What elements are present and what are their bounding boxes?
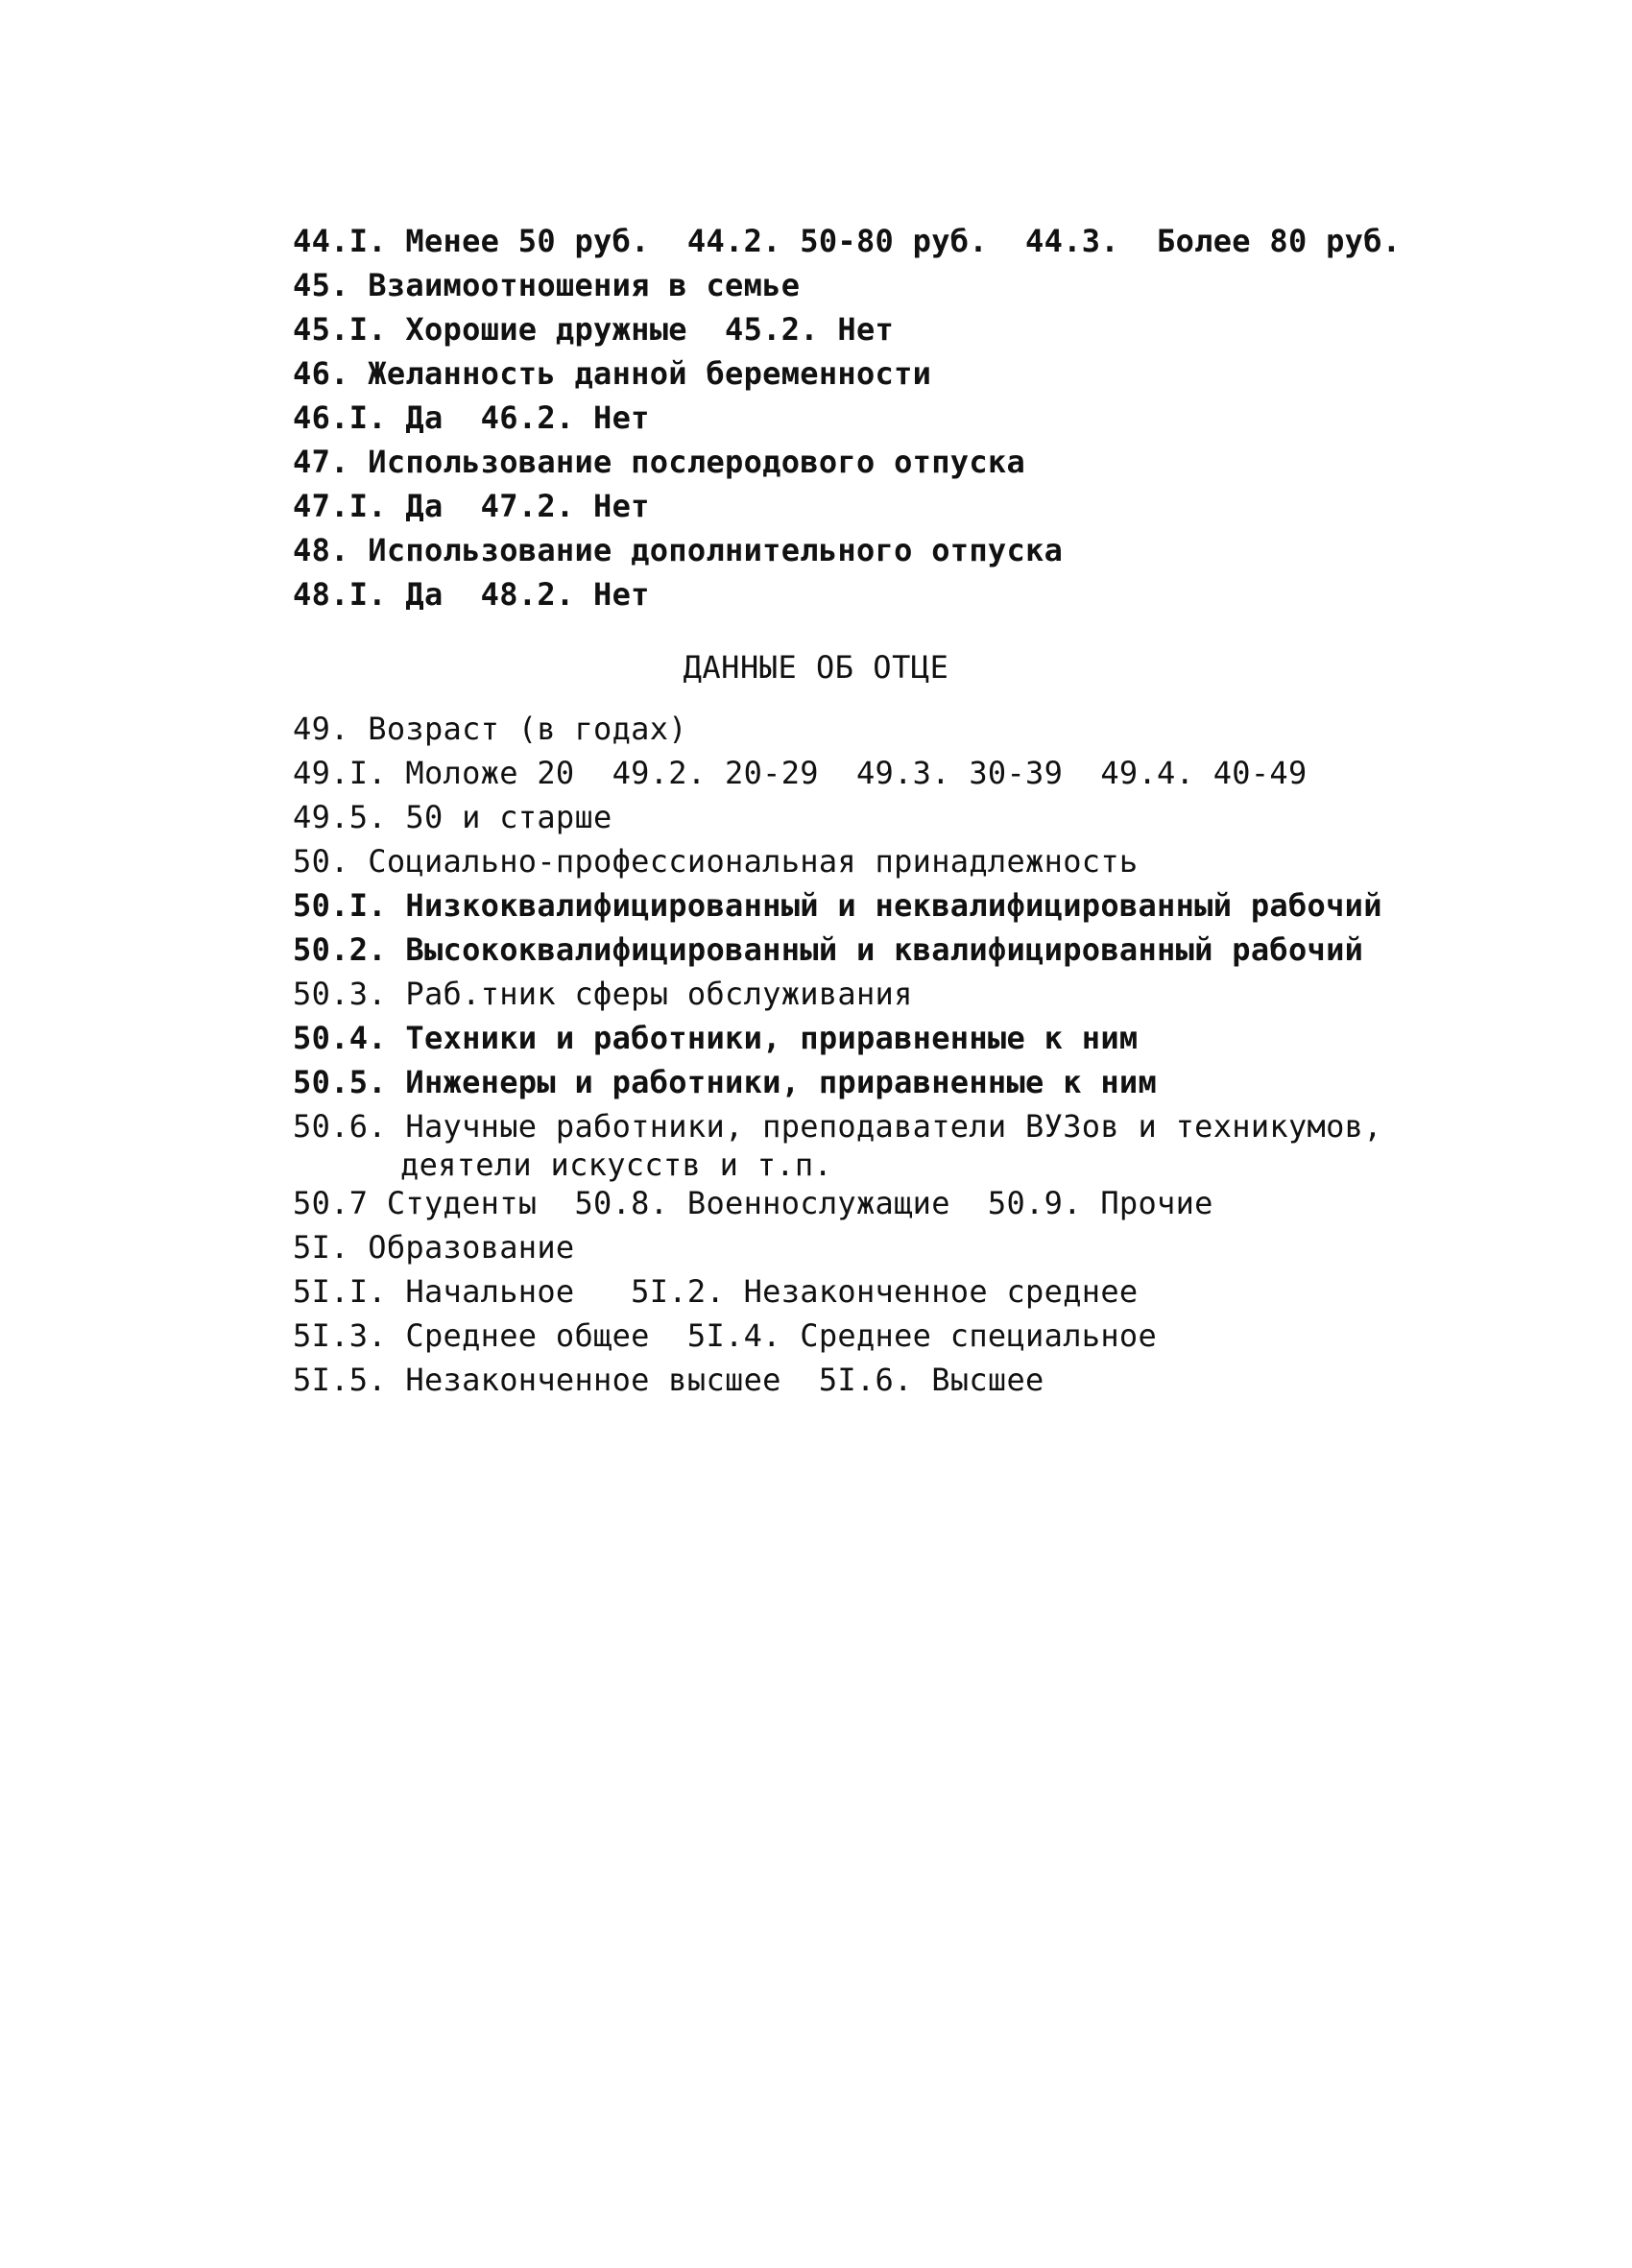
item-49-question: 49. Возраст (в годах) [293,711,687,747]
mother-section [293,219,1445,616]
item-50-2: 50.2. Высококвалифицированный и квалифицированный рабочий [293,931,1364,968]
item-50-6-cont: деятели искусств и т.п. [400,1146,833,1183]
item-45-options: 45.I. Хорошие дружные 45.2. Нет [293,311,895,348]
item-51-options-3: 5I.5. Незаконченное высшее 5I.6. Высшее [293,1362,1044,1398]
item-50-5: 50.5. Инженеры и работники, приравненные к ним [293,1064,1158,1100]
item-46-question: 46. Желанность данной беременности [293,355,932,392]
item-48-question: 48. Использование дополнительного отпуска [293,532,1064,568]
item-51-options-2: 5I.3. Среднее общее 5I.4. Среднее специальное [293,1317,1158,1354]
item-51-question: 5I. Образование [293,1229,575,1266]
item-47-options: 47.I. Да 47.2. Нет [293,488,650,524]
item-50-4: 50.4. Техники и работники, приравненные к ним [293,1020,1139,1056]
item-50-6: 50.6. Научные работники, преподаватели ВУЗов и техникумов, [293,1108,1382,1145]
item-48-options: 48.I. Да 48.2. Нет [293,576,650,613]
section-heading-father: ДАННЫЕ ОБ ОТЦЕ [683,649,949,686]
item-50-7-9: 50.7 Студенты 50.8. Военнослужащие 50.9. Прочие [293,1185,1213,1221]
item-50-question: 50. Социально-профессиональная принадлежность [293,843,1139,880]
item-47-question: 47. Использование послеродового отпуска [293,444,1026,480]
item-45-question: 45. Взаимоотношения в семье [293,267,801,303]
item-49-options-cont: 49.5. 50 и старше [293,799,612,835]
item-50-3: 50.3. Раб.тник сферы обслуживания [293,976,913,1012]
item-46-options: 46.I. Да 46.2. Нет [293,399,650,436]
item-50-1: 50.I. Низкоквалифицированный и неквалифицированный рабочий [293,887,1382,924]
item-49-options: 49.I. Моложе 20 49.2. 20-29 49.3. 30-39 49.4. 40-49 [293,755,1308,791]
item-51-options-1: 5I.I. Начальное 5I.2. Незаконченное среднее [293,1273,1139,1310]
father-section [293,707,1445,1402]
item-44-options: 44.I. Менее 50 руб. 44.2. 50-80 руб. 44.3. Более 80 руб. [293,223,1402,259]
